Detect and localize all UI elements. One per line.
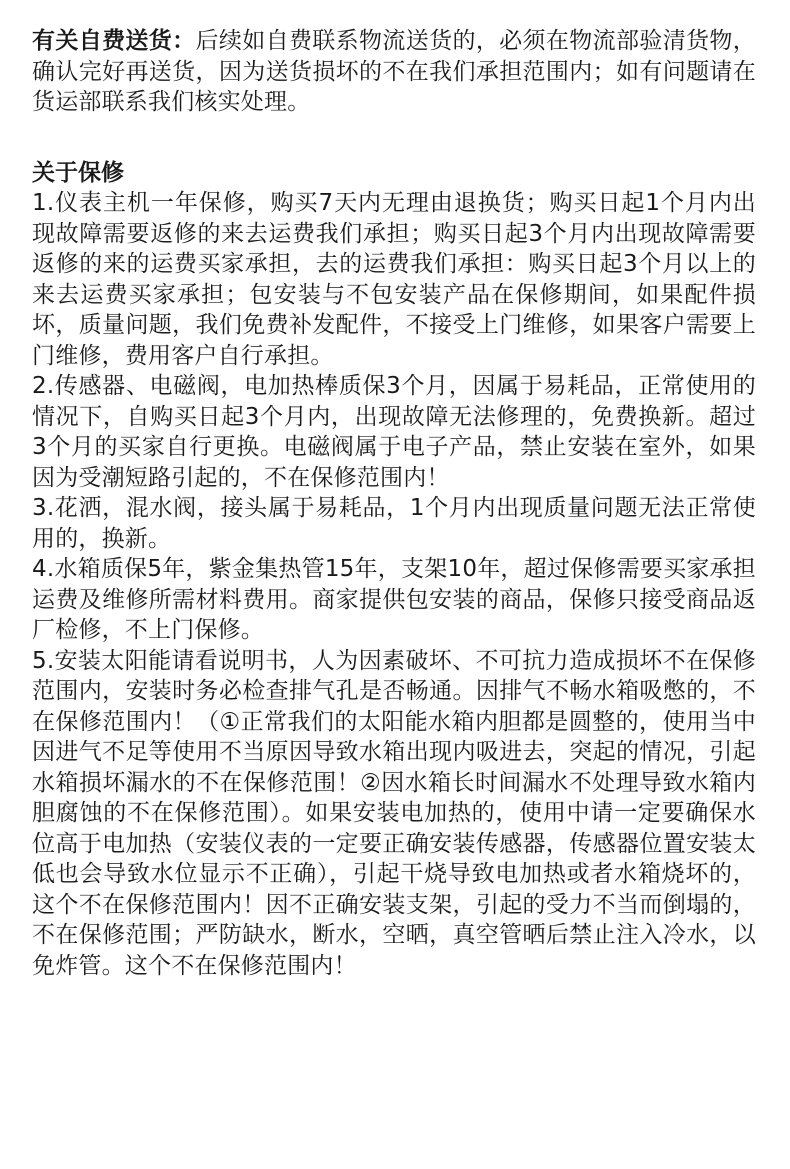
section-spacer [32, 118, 756, 158]
warranty-item-3: 3.花洒，混水阀，接头属于易耗品，1个月内出现质量问题无法正常使用的，换新。 [32, 495, 756, 552]
warranty-item-2: 2.传感器、电磁阀，电加热棒质保3个月，因属于易耗品，正常使用的情况下，自购买日起3个月内，出现故障无法修理的，免费换新。超过3个月的买家自行更换。电磁阀属于电子产品，禁止安装在室外，如果因为受潮短路引起的，不在保修范围内！ [32, 373, 756, 491]
delivery-paragraph [32, 26, 756, 118]
delivery-label: 有关自费送货： [32, 28, 196, 54]
warranty-item-5: 5.安装太阳能请看说明书，人为因素破坏、不可抗力造成损坏不在保修范围内，安装时务必检查排气孔是否畅通。因排气不畅水箱吸憋的，不在保修范围内！（①正常我们的太阳能水箱内胆都是圆整的，使用当中因进气不足等使用不当原因导致水箱出现内吸进去，突起的情况，引起水箱损坏漏水的不在保修范围！②因水箱长时间漏水不处理导致水箱内胆腐蚀的不在保修范围）。如果安装电加热的，使用中请一定要确保水位高于电加热（安装仪表的一定要正确安装传感器，传感器位置安装太低也会导致水位显示不正确），引起干烧导致电加热或者水箱烧坏的，这个不在保修范围内！因不正确安装支架，引起的受力不当而倒塌的，不在保修范围；严防缺水，断水，空晒，真空管晒后禁止注入冷水，以免炸管。这个不在保修范围内！ [32, 647, 756, 979]
warranty-item-1: 1.仪表主机一年保修，购买7天内无理由退换货；购买日起1个月内出现故障需要返修的来去运费我们承担；购买日起3个月内出现故障需要返修的来的运费买家承担，去的运费我们承担：购买日起3个月以上的来去运费买家承担；包安装与不包安装产品在保修期间，如果配件损坏，质量问题，我们免费补发配件，不接受上门维修，如果客户需要上门维修，费用客户自行承担。 [32, 190, 756, 369]
warranty-heading: 关于保修 [32, 159, 124, 186]
warranty-item-4: 4.水箱质保5年，紫金集热管15年，支架10年，超过保修需要买家承担运费及维修所需材料费用。商家提供包安装的商品，保修只接受商品返厂检修，不上门保修。 [32, 556, 756, 643]
delivery-text: 后续如自费联系物流送货的，必须在物流部验清货物，确认完好再送货，因为送货损坏的不在我们承担范围内；如有问题请在货运部联系我们核实处理。 [32, 28, 756, 115]
